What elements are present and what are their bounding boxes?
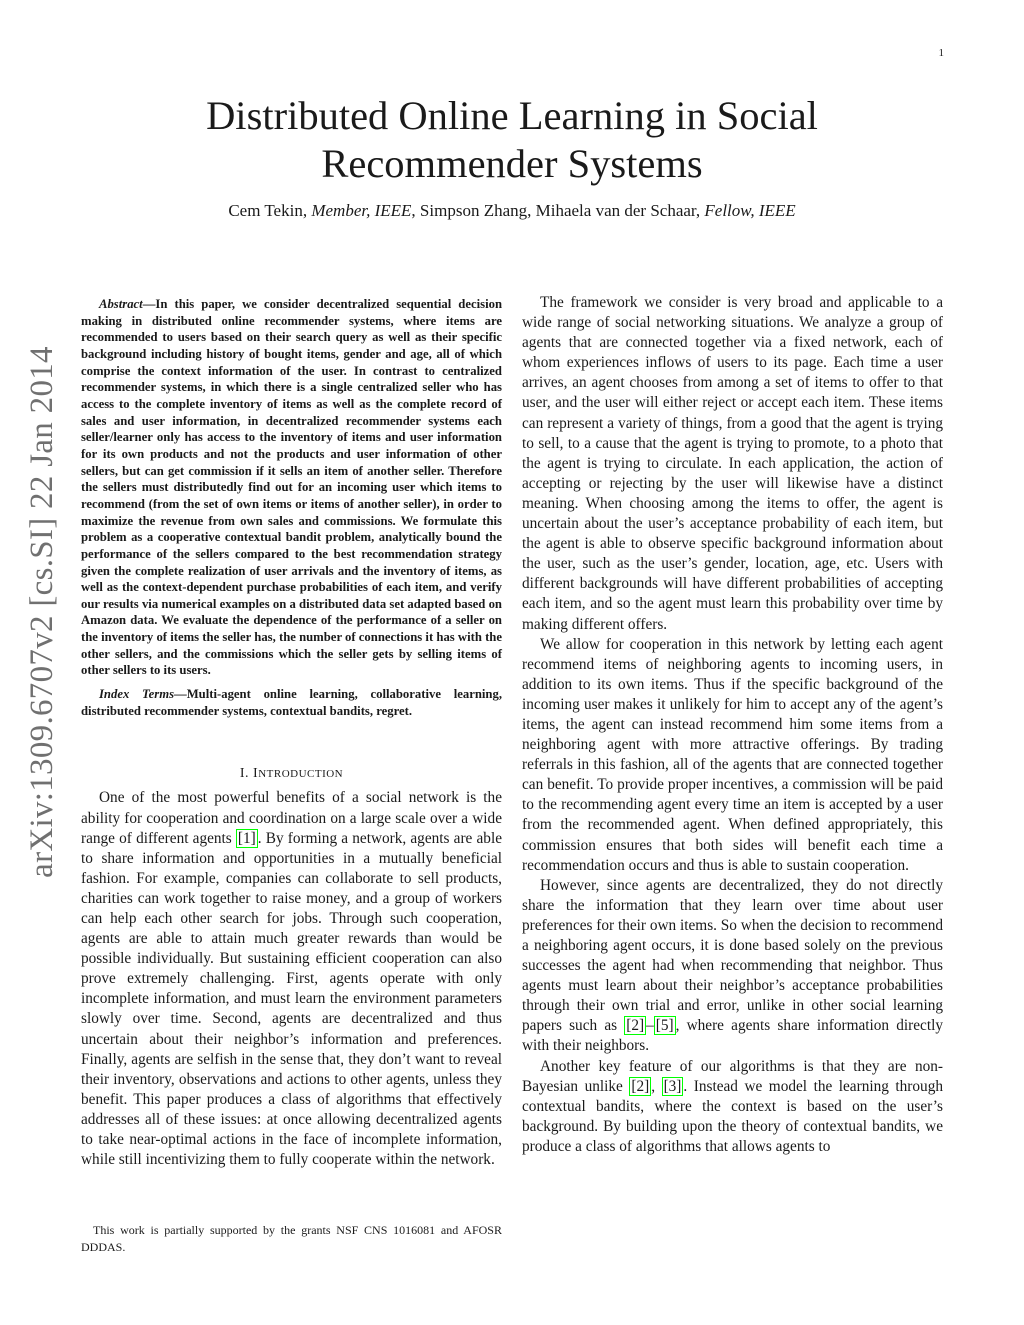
citation-link-3[interactable]: [3]: [663, 1077, 682, 1095]
right-column: [522, 293, 943, 1157]
intro-p5-sep: ,: [651, 1077, 662, 1095]
abstract: [81, 296, 502, 679]
abstract-text: —In this paper, we consider decentralized sequential decision making in distributed online recommender systems, where items are recommended to users based on their search query as well as their specific background including history of bought items, gender and age, all of which comprise the context information of the user. In contrast to centralized recommender systems, in which there is a single centralized seller who has access to the complete inventory of items as well as the complete record of sales and user information, in decentralized recommender systems each seller/learner only has access to the inventory of items and user information for its own products and not the products and user information of other sellers, but can get commission if it sells an item of another seller. Therefore the sellers must distributedly find out for an incoming user which items to recommend (from the set of own items or items of another seller), in order to maximize the revenue from own sales and commissions. We formulate this problem as a cooperative contextual bandit problem, analytically bound the performance of the sellers compared to the best recommendation strategy given the complete realization of user arrivals and the inventory of items, as well as the context-dependent purchase probabilities of each item, and verify our results via numerical examples on a distributed data set adapted based on Amazon data. We evaluate the dependence of the performance of a seller on the inventory of items the seller has, the number of connections it has with the other sellers, and the commissions which the seller gets by selling items of other sellers to its users.: [81, 297, 502, 678]
intro-p1-text-b: . By forming a network, agents are able to share information and opportunities in a mutually beneficial fashion. For example, companies can collaborate to sell products, charities can work together to raise money, and a group of workers can help each other search for jobs. Through such cooperation, agents are able to attain much greater rewards than would be possible individually. But sustaining efficient cooperation can also prove extremely challenging. First, agents operate with only incomplete information, and must learn the environment parameters slowly over time. Second, agents are decentralized and thus uncertain about their neighbor’s information and preferences. Finally, agents are selfish in the sense that, they don’t want to reveal their inventory, observations and actions to other agents, unless they benefit. This paper produces a class of algorithms that effectively addresses all of these issues: at once allowing decentralized agents to take near-optimal actions in the face of incomplete information, while still incentivizing them to fully cooperate within the network.: [81, 829, 502, 1169]
author-names-a: Cem Tekin,: [228, 201, 312, 220]
index-terms-text: —Multi-agent online learning, collaborative learning, distributed recommender systems, contextual bandits, regret.: [81, 687, 502, 718]
intro-paragraph-2: The framework we consider is very broad and applicable to a wide range of social networking situations. We analyze a group of agents that are connected together via a fixed network, each of whom experiences inflows of users to its page. Each time a user arrives, an agent chooses from among a set of items to offer to that user, and the user will either reject or accept each item. These items can represent a variety of things, from a good that the agent is trying to sell, to a cause that the agent is trying to promote, to a photo that the agent is trying to circulate. In each application, the action of accepting or rejecting by the user will likewise have a distinct meaning. When choosing among the items to offer, the agent is uncertain about the user’s acceptance probability of each item, but the agent is able to observe specific background information about the user, such as the user’s gender, location, age, etc. Users with different backgrounds will have different probabilities of accepting each item, and so the agent must learn this probability over time by making different offers.: [522, 294, 943, 633]
section-title-rest: NTRODUCTION: [258, 768, 344, 781]
citation-link-5[interactable]: [5]: [655, 1017, 674, 1035]
abstract-label: Abstract: [99, 297, 143, 311]
intro-paragraph-3: We allow for cooperation in this network by letting each agent recommend items of neighboring agents to incoming users, in addition to its own items. Thus if the specific background of the incoming user makes it unlikely for him to accept any of the agent’s items, the agent can instead recommend him some items from a neighboring agent with more attractive offerings. By trading referrals in this fashion, all of the agents that are connected together can benefit. To provide proper incentives, a commission will be paid to the recommending agent every time an item is accepted by a user from the recommended agent. When defined appropriately, this commission ensures that both sides will benefit each time a recommendation occurs and thus is able to sustain cooperation.: [522, 635, 943, 874]
author-line: [60, 200, 964, 222]
paper-title: Distributed Online Learning in Social Recommender Systems: [206, 93, 818, 186]
section-initial: I: [253, 766, 259, 782]
intro-paragraph-1: [81, 788, 502, 1170]
footnote: This work is partially supported by the grants NSF CNS 1016081 and AFOSR DDDAS.: [81, 1223, 502, 1254]
arxiv-identifier: arXiv:1309.6707v2 [cs.SI] 22 Jan 2014: [24, 346, 60, 878]
author-names-b: , Simpson Zhang, Mihaela van der Schaar,: [411, 201, 705, 220]
intro-p4-text-a: However, since agents are decentralized, they do not directly share the information that they learn over time about user preferences for their own items. So when the decision to recommend a neighboring agent occurs, it is done based solely on the previous successes the agent had when recommending that neighbor. Thus agents must learn about their neighbor’s acceptance probabilities through their own trial and error, unlike in other social learning papers such as: [522, 876, 943, 1035]
section-numeral: I.: [239, 766, 254, 782]
left-column: [81, 296, 502, 1170]
intro-paragraph-5: [522, 1057, 943, 1157]
intro-p4-dash: –: [646, 1017, 654, 1035]
intro-p5-text-b: . Instead we model the learning through contextual bandits, where the context is based on the user’s background. By building upon the theory of contextual bandits, we produce a class of algorithms that allows agents to: [522, 1077, 943, 1155]
intro-paragraph-4: [522, 876, 943, 1057]
citation-link-1[interactable]: [1]: [237, 829, 256, 847]
author-role-b: Fellow, IEEE: [704, 201, 796, 220]
author-role-a: Member, IEEE: [311, 201, 412, 220]
intro-p1-text-a: One of the most powerful benefits of a social network is the ability for cooperation and coordination on a large scale over a wide range of different agents: [81, 789, 502, 847]
section-heading-introduction: [81, 765, 502, 783]
intro-p5-text-a: Another key feature of our algorithms is that they are non-Bayesian unlike: [522, 1057, 943, 1095]
index-terms-label: Index Terms: [99, 687, 175, 702]
citation-link-2[interactable]: [2]: [626, 1017, 645, 1035]
citation-link-2b[interactable]: [2]: [631, 1077, 650, 1095]
intro-p4-text-b: , where agents share information directly with their neighbors.: [522, 1017, 943, 1055]
index-terms: [81, 686, 502, 719]
page-number: 1: [938, 47, 944, 59]
